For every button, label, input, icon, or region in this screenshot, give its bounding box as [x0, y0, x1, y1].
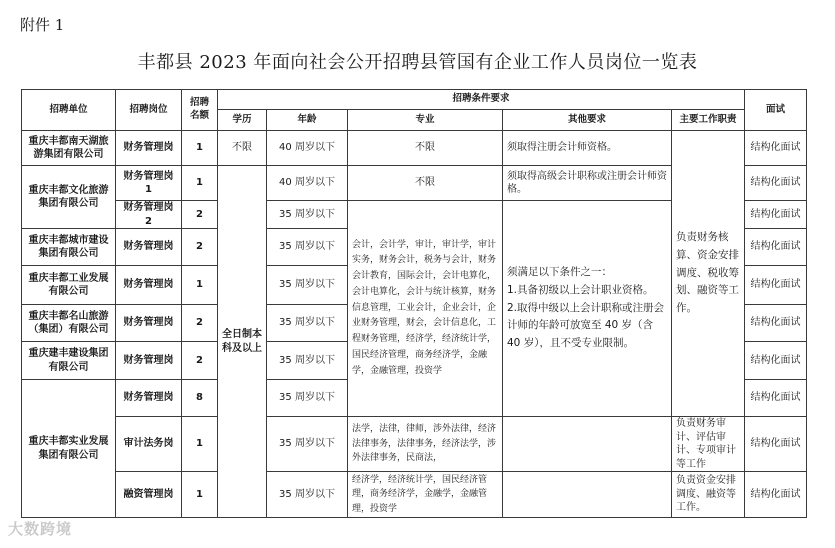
cell-interview: 结构化面试 — [745, 305, 807, 342]
cell-post: 融资管理岗 — [116, 472, 182, 518]
cell-interview: 结构化面试 — [745, 472, 807, 518]
header-major: 专业 — [348, 110, 503, 131]
cell-age: 35 周岁以下 — [267, 342, 348, 380]
cell-quota: 1 — [182, 266, 218, 305]
cell-quota: 1 — [182, 131, 218, 166]
header-post: 招聘岗位 — [116, 90, 182, 131]
cell-post: 财务管理岗 2 — [116, 201, 182, 229]
recruitment-table — [21, 89, 807, 518]
cell-post: 财务管理岗 — [116, 342, 182, 380]
cell-age: 35 周岁以下 — [267, 266, 348, 305]
cell-unit: 重庆丰都文化旅游集团有限公司 — [22, 166, 116, 229]
cell-duties-finance: 负责财务核算、资金安排调度、税收筹划、融资等工作。 — [672, 131, 745, 417]
cell-unit: 重庆丰都南天湖旅游集团有限公司 — [22, 131, 116, 166]
cell-interview: 结构化面试 — [745, 417, 807, 472]
cell-major: 经济学，经济统计学，国民经济管理，商务经济学，金融学，金融管理，投资学 — [348, 472, 503, 518]
cell-quota: 2 — [182, 305, 218, 342]
cell-age: 35 周岁以下 — [267, 229, 348, 266]
cell-major: 法学，法律，律师，涉外法律，经济法律事务，法律事务，经济法学，涉外法律事务，民商法， — [348, 417, 503, 472]
cell-quota: 2 — [182, 229, 218, 266]
cell-quota: 1 — [182, 166, 218, 201]
cell-unit: 重庆建丰建设集团有限公司 — [22, 342, 116, 380]
header-other: 其他要求 — [503, 110, 672, 131]
cell-other — [503, 472, 672, 518]
cell-post: 财务管理岗 — [116, 229, 182, 266]
cell-age: 40 周岁以下 — [267, 166, 348, 201]
cell-quota: 8 — [182, 380, 218, 417]
header-duties: 主要工作职责 — [672, 110, 745, 131]
cell-interview: 结构化面试 — [745, 266, 807, 305]
table-row — [22, 417, 807, 472]
watermark: 大数跨境 — [8, 520, 73, 538]
cell-age: 35 周岁以下 — [267, 201, 348, 229]
cell-post: 财务管理岗 — [116, 380, 182, 417]
cell-quota: 2 — [182, 342, 218, 380]
header-education: 学历 — [218, 110, 267, 131]
cell-quota: 1 — [182, 472, 218, 518]
header-conditions: 招聘条件要求 — [218, 90, 745, 110]
header-unit: 招聘单位 — [22, 90, 116, 131]
page-title: 丰都县 2023 年面向社会公开招聘县管国有企业工作人员岗位一览表 — [137, 52, 698, 73]
cell-post: 审计法务岗 — [116, 417, 182, 472]
cell-quota: 2 — [182, 201, 218, 229]
cell-age: 35 周岁以下 — [267, 305, 348, 342]
cell-age: 40 周岁以下 — [267, 131, 348, 166]
cell-interview: 结构化面试 — [745, 201, 807, 229]
cell-unit: 重庆丰都城市建设集团有限公司 — [22, 229, 116, 266]
table-row — [22, 131, 807, 166]
cell-duties: 负责资金安排调度、融资等工作。 — [672, 472, 745, 518]
cell-major: 不限 — [348, 166, 503, 201]
cell-quota: 1 — [182, 417, 218, 472]
cell-age: 35 周岁以下 — [267, 417, 348, 472]
cell-interview: 结构化面试 — [745, 166, 807, 201]
cell-education-shared: 全日制本科及以上 — [218, 166, 267, 518]
header-row-1 — [22, 90, 807, 110]
cell-interview: 结构化面试 — [745, 131, 807, 166]
cell-other-finance: 须满足以下条件之一： 1.具备初级以上会计职业资格。 2.取得中级以上会计职称或注册会计师的年龄可放宽至 40 岁（含 40 岁），且不受专业限制。 — [503, 201, 672, 417]
cell-other: 须取得高级会计职称或注册会计师资格。 — [503, 166, 672, 201]
cell-other — [503, 417, 672, 472]
cell-age: 35 周岁以下 — [267, 380, 348, 417]
cell-post: 财务管理岗 1 — [116, 166, 182, 201]
cell-age: 35 周岁以下 — [267, 472, 348, 518]
cell-interview: 结构化面试 — [745, 380, 807, 417]
header-interview: 面试 — [745, 90, 807, 131]
cell-major-finance: 会计，会计学，审计，审计学，审计实务，财务会计，税务与会计，财务会计教育，国际会计，会计电算化，会计电算化，会计与统计核算，财务信息管理，工业会计，企业会计，企业财务管理，财会，会计信息化，工程财务管理，经济学，经济统计学，国民经济管理，商务经济学，金融学，金融管理，投资学 — [348, 201, 503, 417]
cell-unit: 重庆丰都工业发展有限公司 — [22, 266, 116, 305]
cell-post: 财务管理岗 — [116, 131, 182, 166]
cell-major: 不限 — [348, 131, 503, 166]
cell-post: 财务管理岗 — [116, 266, 182, 305]
header-age: 年龄 — [267, 110, 348, 131]
table-row — [22, 472, 807, 518]
header-quota: 招聘名额 — [182, 90, 218, 131]
annex-label: 附件 1 — [20, 16, 65, 34]
cell-unit: 重庆丰都实业发展集团有限公司 — [22, 380, 116, 518]
cell-other: 须取得注册会计师资格。 — [503, 131, 672, 166]
cell-duties: 负责财务审计、评估审计、专项审计等工作 — [672, 417, 745, 472]
cell-post: 财务管理岗 — [116, 305, 182, 342]
cell-education: 不限 — [218, 131, 267, 166]
cell-interview: 结构化面试 — [745, 342, 807, 380]
cell-interview: 结构化面试 — [745, 229, 807, 266]
cell-unit: 重庆丰都名山旅游（集团）有限公司 — [22, 305, 116, 342]
